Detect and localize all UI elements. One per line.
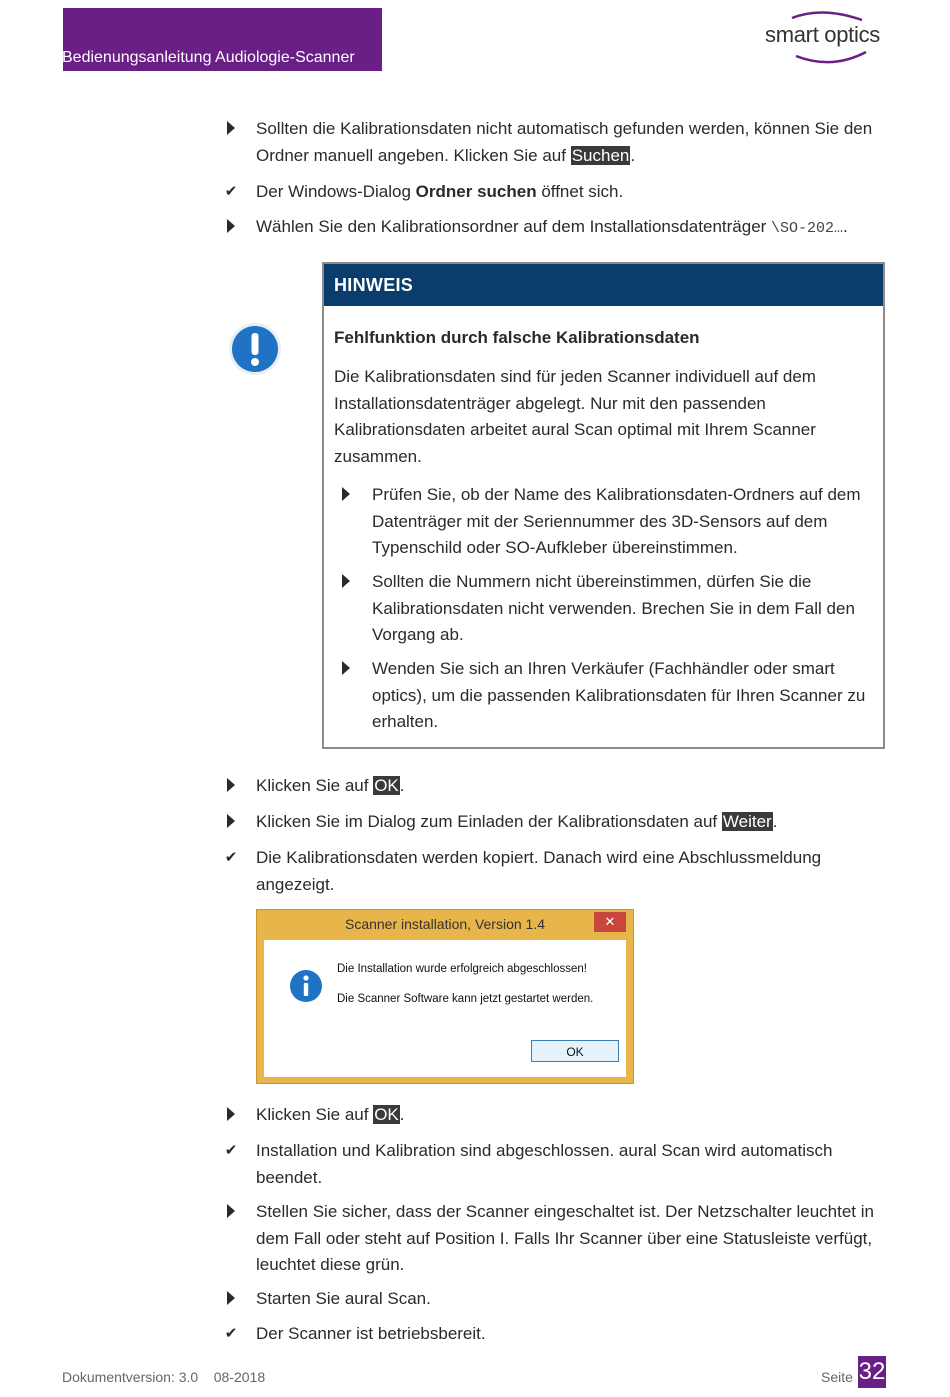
step-action (220, 1102, 890, 1129)
installation-dialog-screenshot (256, 909, 634, 1084)
step-text (256, 773, 890, 800)
document-title: Bedienungsanleitung Audiologie-Scanner (62, 49, 355, 66)
note-item-text: Prüfen Sie, ob der Name des Kalibrationsdaten-Ordners auf dem Datenträger mit der Seriennummer des 3D-Sensors auf dem Typenschild oder SO-Aufkleber übereinstimmen. (372, 485, 861, 557)
action-arrow-icon (220, 1286, 242, 1314)
ui-label-suchen: Suchen (571, 145, 630, 165)
page-number: 32 (858, 1356, 886, 1388)
dialog-message: Die Installation wurde erfolgreich abgeschlossen! (337, 963, 587, 975)
step-text-part: Klicken Sie auf (256, 1105, 374, 1124)
step-action (220, 773, 890, 800)
step-text: Der Scanner ist betriebsbereit. (256, 1324, 486, 1343)
note-item-text: Wenden Sie sich an Ihren Verkäufer (Fachhändler oder smart optics), um die passenden Kalibrationsdaten für Ihren Scanner zu erhalten. (372, 659, 866, 731)
document-version: Dokumentversion: 3.0 08-2018 (62, 1369, 266, 1385)
step-action (220, 1199, 890, 1279)
step-action (220, 809, 890, 836)
step-text-part: . (772, 812, 778, 831)
checkmark-icon: ✔ (224, 1325, 238, 1342)
step-text: Starten Sie aural Scan. (256, 1289, 431, 1308)
page-label: Seite (821, 1369, 853, 1385)
ui-label-weiter: Weiter (722, 812, 772, 831)
step-text-part: Wählen Sie den Kalibrationsordner auf dem Installationsdatenträger (256, 217, 772, 236)
checkmark-icon: ✔ (224, 183, 238, 200)
action-arrow-icon (220, 809, 242, 837)
close-icon[interactable]: ✕ (594, 912, 626, 932)
action-arrow-icon (342, 569, 356, 597)
note-subtitle: Fehlfunktion durch falsche Kalibrationsdaten (334, 328, 700, 347)
note-list-item (342, 482, 877, 562)
note-list-item (342, 569, 877, 649)
step-action (220, 214, 890, 243)
note-heading: HINWEIS (324, 264, 883, 306)
logo-text: smart optics (765, 22, 880, 47)
step-text-part: Klicken Sie im Dialog zum Einladen der Kalibrationsdaten auf (256, 812, 722, 831)
action-arrow-icon (342, 482, 356, 510)
step-text (256, 809, 890, 836)
step-text-part: . (630, 145, 636, 165)
action-arrow-icon (220, 116, 242, 144)
step-result (220, 1321, 890, 1348)
bold-term: Ordner suchen (415, 182, 537, 201)
step-text-part: Sollten die Kalibrationsdaten nicht automatisch gefunden werden, können Sie den Ordner manuell angeben. Klicken Sie auf (256, 119, 873, 165)
action-arrow-icon (220, 214, 242, 242)
step-result (220, 845, 890, 898)
step-text-part: . (399, 1105, 405, 1124)
note-box (322, 262, 885, 749)
step-text (256, 214, 890, 243)
dialog-title: Scanner installation, Version 1.4 (344, 916, 545, 932)
step-action (220, 116, 890, 169)
step-action (220, 1286, 890, 1313)
step-text-part: öffnet sich. (536, 182, 624, 201)
step-result (220, 1138, 890, 1191)
dialog-ok-button[interactable]: OK (531, 1040, 619, 1062)
checkmark-icon: ✔ (224, 1142, 238, 1159)
step-text-part: Der Windows-Dialog (256, 182, 416, 201)
step-text (256, 116, 890, 169)
step-text-part: . (843, 217, 848, 236)
smart-optics-logo (762, 8, 888, 68)
action-arrow-icon (220, 773, 242, 801)
mandatory-exclamation-icon (228, 322, 282, 376)
step-text: Installation und Kalibration sind abgeschlossen. aural Scan wird automatisch beendet. (256, 1141, 833, 1187)
action-arrow-icon (342, 656, 356, 684)
ui-label-ok: OK (374, 1105, 399, 1124)
step-text (256, 1102, 890, 1129)
action-arrow-icon (220, 1199, 242, 1227)
note-item-text: Sollten die Nummern nicht übereinstimmen, dürfen Sie die Kalibrationsdaten nicht verwenden. Brechen Sie in dem Fall den Vorgang ab. (372, 572, 855, 644)
checkmark-icon: ✔ (224, 849, 238, 866)
dialog-message: Die Scanner Software kann jetzt gestartet werden. (337, 993, 594, 1005)
step-text-part: . (399, 776, 405, 795)
note-body: Die Kalibrationsdaten sind für jeden Scanner individuell auf dem Installationsdatenträger abgelegt. Nur mit den passenden Kalibrationsdaten arbeitet aural Scan optimal mit Ihrem Scanner zusammen. (334, 367, 816, 466)
action-arrow-icon (220, 1102, 242, 1130)
info-icon (289, 969, 323, 1003)
step-text: Die Kalibrationsdaten werden kopiert. Danach wird eine Abschlussmeldung angezeigt. (256, 848, 822, 894)
dialog-body (264, 940, 626, 1077)
ui-label-ok: OK (374, 776, 399, 795)
note-list-item (342, 656, 877, 736)
step-text-part: Klicken Sie auf (256, 776, 374, 795)
step-result (220, 179, 890, 206)
step-text: Stellen Sie sicher, dass der Scanner eingeschaltet ist. Der Netzschalter leuchtet in dem Fall oder steht auf Position I. Falls Ihr Scanner über eine Statusleiste verfügt, leuchtet diese grün. (256, 1202, 874, 1274)
step-text (256, 179, 890, 206)
path-code: \SO-202… (771, 220, 844, 237)
